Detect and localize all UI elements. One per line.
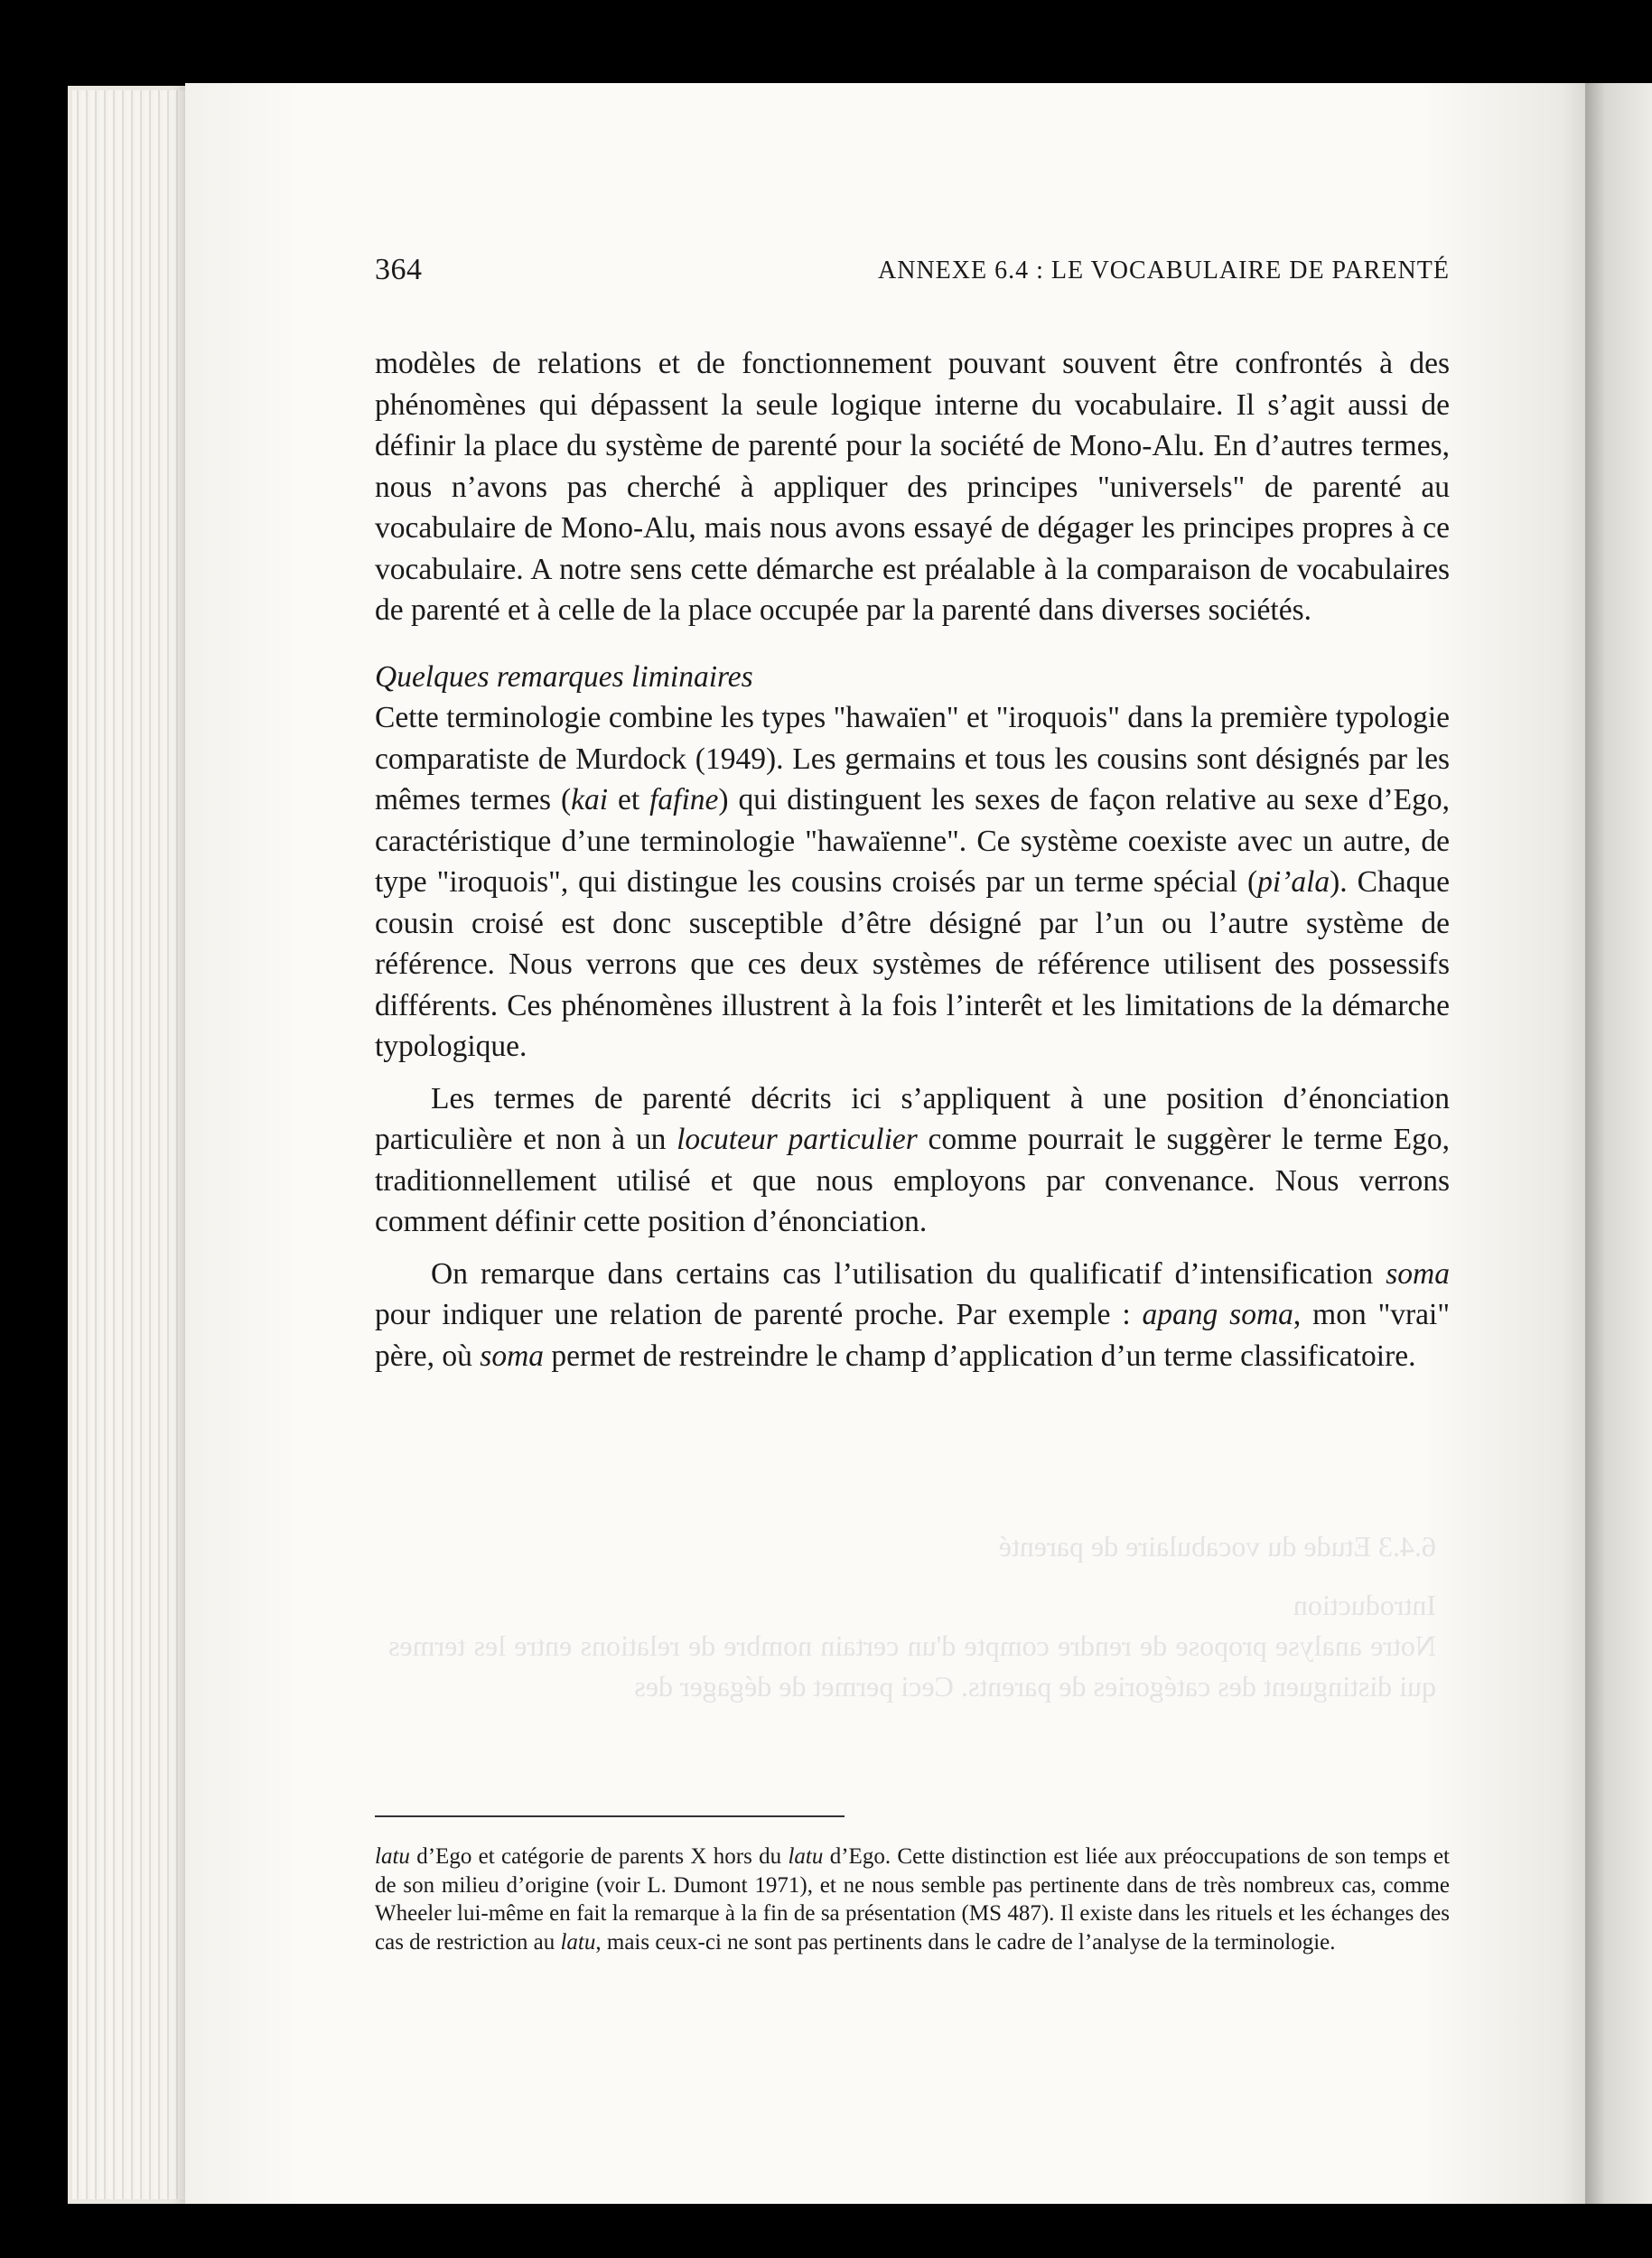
footnote (375, 1843, 1450, 1956)
show-through-intro: Introduction (1293, 1589, 1436, 1621)
term-piala: pi’ala (1257, 865, 1330, 899)
footnote-text: d’Ego et catégorie de parents X hors du (409, 1844, 789, 1869)
footnote-text: d’Ego. Cette distinction est liée aux préoccupations de son temps et de son milieu d’origine (voir L. Dumont 1971), et ne nous semble pas pertinente dans de très nombreux cas, comme Wheeler lui-même en fait la remarque à la fin de sa présentation (MS 487). Il existe dans les rituels et les échanges des cas de restriction au (375, 1844, 1450, 1955)
footnote-text: , mais ceux-ci ne sont pas pertinents dans le cadre de l’analyse de la terminologie. (595, 1929, 1336, 1955)
show-through-text (388, 1526, 1436, 1707)
show-through-paragraph: Notre analyse propose de rendre compte d'un certain nombre de relations entre les termes qui distinguent des catégories de parents. Ceci permet de dégager des (388, 1629, 1436, 1703)
paragraph-2-text: ). Chaque cousin croisé est donc susceptible d’être désigné par l’un ou l’autre système de référence. Nous verrons que ces deux systèmes de référence utilisent des possessifs différents. Ces phénomènes illustrent à la fois l’interêt et les limitations de la démarche typologique. (375, 865, 1450, 1063)
paragraph-4 (375, 1254, 1450, 1377)
term-soma: soma (480, 1339, 545, 1373)
footnote-rule (375, 1815, 845, 1817)
paragraph-3-text: Les termes de parenté décrits ici s’appliquent à une position d’énonciation particulière et non à un (375, 1081, 1450, 1156)
paragraph-2-text: Cette terminologie combine les types "hawaïen" et "iroquois" dans la première typologie comparatiste de Murdock (1949). Les germains et tous les cousins sont désignés par les mêmes termes ( (375, 701, 1450, 816)
paragraph-1: modèles de relations et de fonctionnement pouvant souvent être confrontés à des phénomènes qui dépassent la seule logique interne du vocabulaire. Il s’agit aussi de définir la place du système de parenté pour la société de Mono-Alu. En d’autres termes, nous n’avons pas cherché à appliquer des principes "universels" de parenté au vocabulaire de Mono-Alu, mais nous avons essayé de dégager les principes propres à ce vocabulaire. A notre sens cette démarche est préalable à la comparaison de vocabulaires de parenté et à celle de la place occupée par la parenté dans diverses sociétés. (375, 347, 1450, 627)
paragraph-4-text: , mon "vrai" père, où (375, 1298, 1451, 1373)
paragraph-3 (375, 1078, 1450, 1243)
running-title: ANNEXE 6.4 : LE VOCABULAIRE DE PARENTÉ (878, 257, 1450, 285)
term-fafine: fafine (649, 783, 719, 816)
paragraph-3-text: comme pourrait le suggèrer le terme Ego, traditionnellement utilisé et que nous employons par convenance. Nous verrons comment définir cette position d’énonciation. (375, 1123, 1450, 1238)
paragraph-2-text: ) qui distinguent les sexes de façon relative au sexe d’Ego, caractéristique d’une terminologie "hawaïenne". Ce système coexiste avec un autre, de type "iroquois", qui distingue les cousins croisés par un terme spécial ( (375, 783, 1450, 899)
term-latu: latu (375, 1844, 410, 1869)
paragraph-2 (375, 697, 1450, 1068)
book-gutter (1585, 83, 1652, 2204)
term-soma: soma (1386, 1256, 1450, 1291)
paragraph-2-text: et (608, 783, 650, 816)
page-number: 364 (375, 253, 423, 286)
term-apang-soma: apang soma (1142, 1298, 1293, 1331)
term-locuteur-particulier: locuteur particulier (677, 1123, 918, 1156)
paragraph-4-text: permet de restreindre le champ d’application d’un terme classificatoire. (544, 1339, 1416, 1373)
term-kai: kai (571, 783, 609, 816)
page-edges (72, 90, 203, 2199)
body-text (375, 343, 1450, 1376)
paragraph-4-text: pour indiquer une relation de parenté proche. Par exemple : (375, 1298, 1143, 1331)
section-heading: Quelques remarques liminaires (375, 659, 753, 694)
show-through-heading: 6.4.3 Etude du vocabulaire de parenté (998, 1530, 1436, 1563)
term-latu: latu (560, 1929, 596, 1955)
term-latu: latu (788, 1844, 824, 1869)
paragraph-4-text: On remarque dans certains cas l’utilisation du qualificatif d’intensification (431, 1256, 1386, 1291)
